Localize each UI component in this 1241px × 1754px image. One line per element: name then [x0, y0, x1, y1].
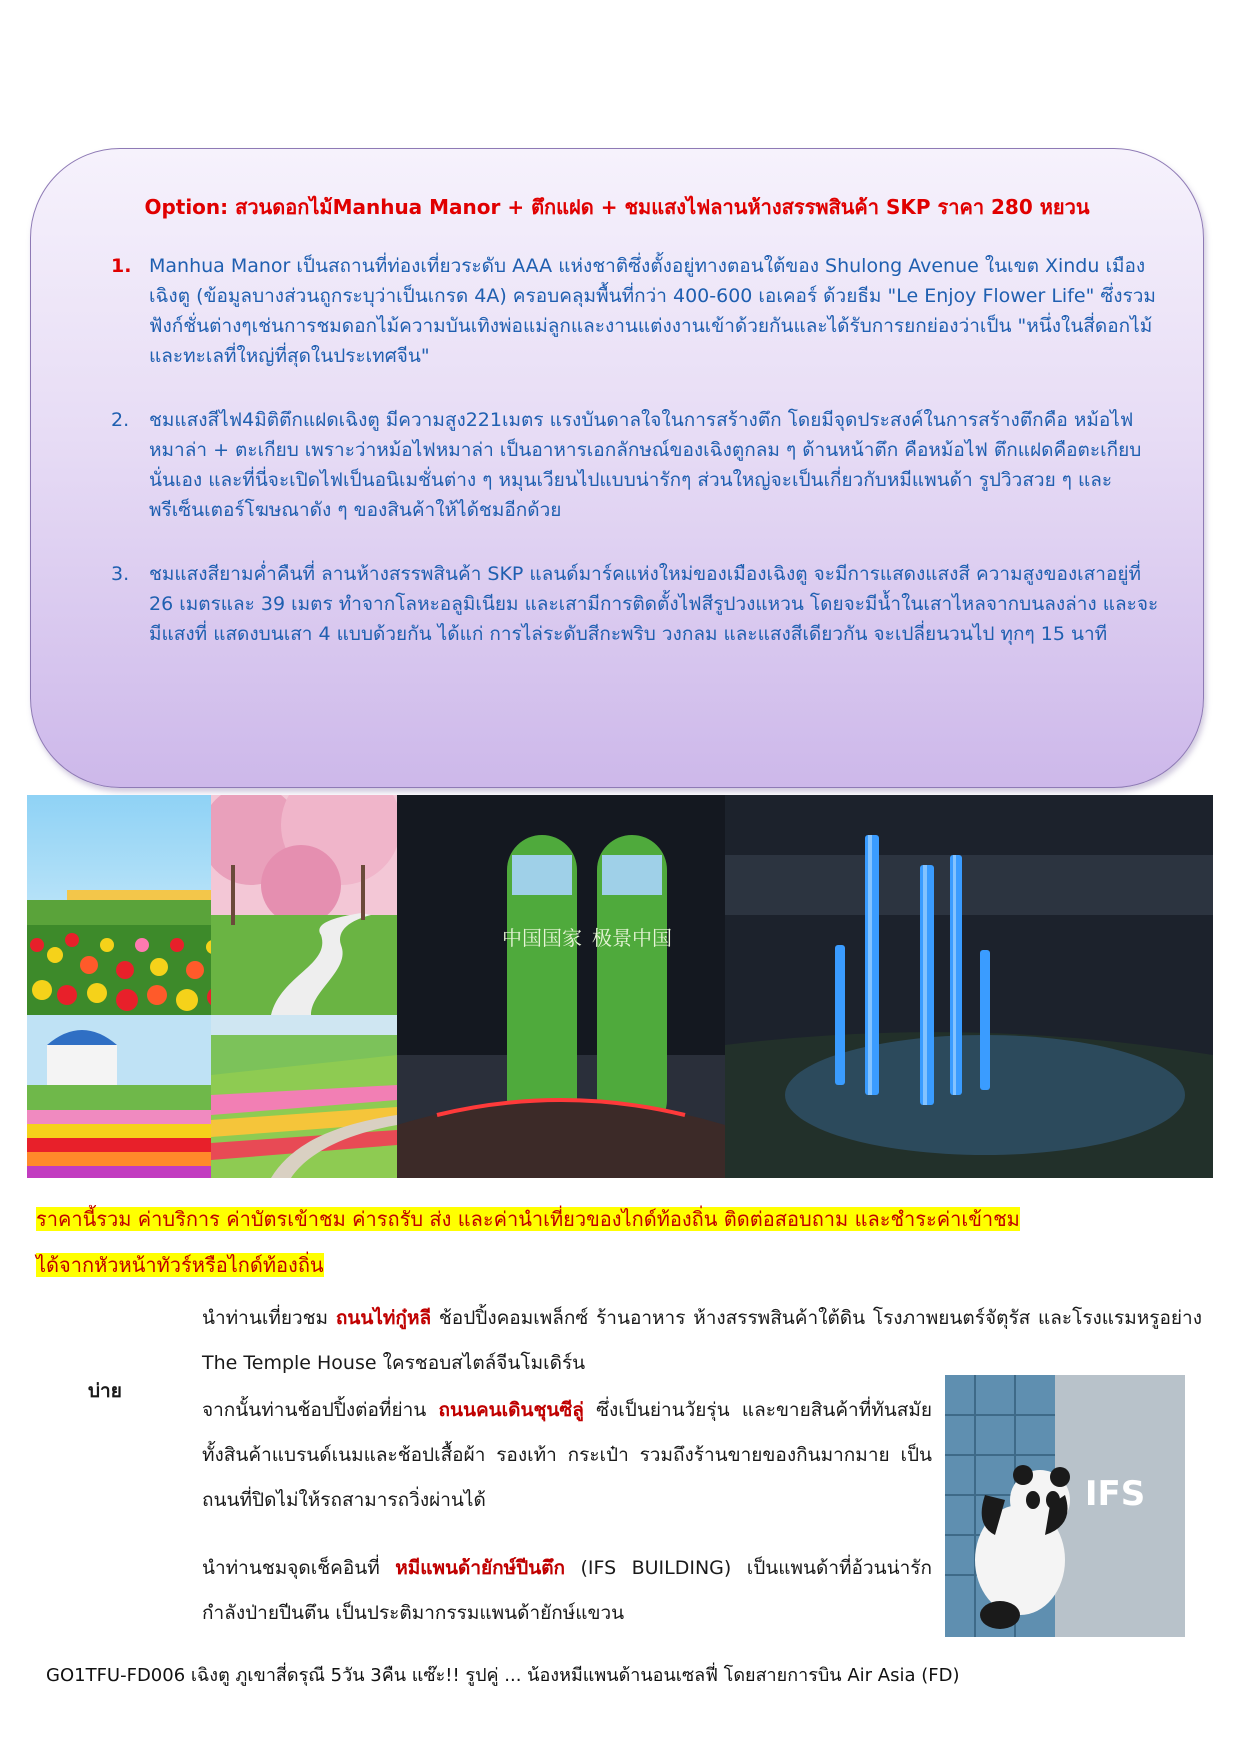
option-item-number: 3.	[111, 563, 130, 585]
itinerary-text: ซึ่งเป็นย่านวัยรุ่น และขายสินค้าที่ทันสมัย ทั้งสินค้าแบรนด์เนมและช้อปเสื้อผ้า รองเท้า กระเป๋า รวมถึงร้านขายของกินมากมาย เป็นถนนที่ปิดไม่ให้รถสามารถวิ่งผ่านได้	[202, 1399, 932, 1511]
itinerary-text: นำท่านเที่ยวชม	[202, 1307, 336, 1329]
period-label: บ่าย	[88, 1380, 122, 1402]
flower-garden-church-photo	[27, 1015, 211, 1178]
option-item-number: 1.	[111, 255, 132, 277]
option-box	[30, 148, 1204, 788]
itinerary-paragraph-2	[202, 1388, 932, 1523]
option-item-text: Manhua Manor เป็นสถานที่ท่องเที่ยวระดับ AAA แห่งชาติซึ่งตั้งอยู่ทางตอนใต้ของ Shulong Avenue ในเขต Xindu เมืองเฉิงตู (ข้อมูลบางส่วนถูกระบุว่าเป็นเกรด 4A) ครอบคลุมพื้นที่กว่า 400-600 เอเคอร์ ด้วยธีม "Le Enjoy Flower Life" ซึ่งรวมฟังก์ชั่นต่างๆเช่นการชมดอกไม้ความบันเทิงพ่อแม่ลูกและงานแต่งงานเข้าด้วยกันและได้รับการยกย่องว่าเป็น "หนึ่งในสี่ดอกไม้และทะเลที่ใหญ่ที่สุดในประเทศจีน"	[149, 255, 1156, 367]
photo-collage	[27, 795, 1213, 1178]
option-item-2	[111, 405, 1163, 525]
option-item-text: ชมแสงสียามค่ำคืนที่ ลานห้างสรรพสินค้า SKP แลนด์มาร์คแห่งใหม่ของเมืองเฉิงตู จะมีการแสดงแสงสี ความสูงของเสาอยู่ที่ 26 เมตรและ 39 เมตร ทำจากโลหะอลูมิเนียม และเสามีการติดตั้งไฟสีรูปวงแหวน โดยจะมีน้ำในเสาไหลจากบนลงล่าง และจะมีแสงที่ แสดงบนเสา 4 แบบด้วยกัน ได้แก่ การไล่ระดับสีกะพริบ วงกลม และแสงสีเดียวกัน จะเปลี่ยนวนไป ทุกๆ 15 นาที	[149, 563, 1159, 645]
option-title: Option: สวนดอกไม้Manhua Manor + ตึกแฝด + ชมแสงไฟลานห้างสรรพสินค้า SKP ราคา 280 หยวน	[144, 195, 1090, 219]
itinerary-text: นำท่านชมจุดเช็คอินที่	[202, 1557, 396, 1579]
twin-tower-left-text: 中国国家	[502, 926, 582, 950]
skp-light-columns-photo	[725, 795, 1213, 1178]
itinerary-text: จากนั้นท่านช้อปปิ้งต่อที่ย่าน	[202, 1399, 439, 1421]
highlight-place: หมีแพนด้ายักษ์ปีนตึก	[395, 1557, 566, 1579]
itinerary-text: (IFS BUILDING) เป็นแพนด้าที่อ้วนน่ารักกำลังป่ายปีนตึน เป็นประติมากรรมแพนด้ายักษ์แขวน	[202, 1557, 932, 1624]
option-item-1	[111, 251, 1163, 371]
price-note-line1: ราคานี้รวม ค่าบริการ ค่าบัตรเข้าชม ค่ารถรับ ส่ง และค่านำเที่ยวของไกด์ท้องถิ่น ติดต่อสอบถาม และชำระค่าเข้าชม	[36, 1207, 1020, 1231]
option-item-number: 2.	[111, 409, 130, 431]
hillside-garden-photo	[211, 1015, 397, 1178]
twin-tower-right-text: 极景中国	[592, 926, 672, 950]
twin-towers-night-photo	[397, 795, 725, 1178]
ifs-sign-text: IFS	[1084, 1474, 1146, 1514]
itinerary-text: ช้อปปิ้งคอมเพล็กซ์ ร้านอาหาร ห้างสรรพสินค้าใต้ดิน โรงภาพยนตร์จัตุรัส และโรงแรมหรูอย่าง The Temple House ใครชอบสไตล์จีนโมเดิร์น	[202, 1307, 1203, 1374]
option-list	[111, 251, 1163, 683]
page-footer: GO1TFU-FD006 เฉิงตู ภูเขาสี่ดรุณี 5วัน 3คืน แซ๊ะ!! รูปคู่ ... น้องหมีแพนด้านอนเซลฟี่ โดยสายการบิน Air Asia (FD)	[46, 1665, 960, 1686]
itinerary-paragraph-3	[202, 1546, 932, 1636]
cherry-blossom-path-photo	[211, 795, 397, 1015]
highlight-place: ถนนไท่กู๋หลี	[335, 1307, 432, 1329]
price-note	[36, 1196, 1206, 1288]
ifs-panda-photo	[945, 1375, 1185, 1637]
itinerary-paragraph-1	[202, 1296, 1202, 1386]
price-note-line2: ได้จากหัวหน้าทัวร์หรือไกด์ท้องถิ่น	[36, 1253, 324, 1277]
tulip-field-photo	[27, 795, 235, 1015]
option-item-text: ชมแสงสีไฟ4มิติตึกแฝดเฉิงตู มีความสูง221เมตร แรงบันดาลใจในการสร้างตึก โดยมีจุดประสงค์ในการสร้างตึกคือ หม้อไฟหมาล่า + ตะเกียบ เพราะว่าหม้อไฟหมาล่า เป็นอาหารเอกลักษณ์ของเฉิงตูกลม ๆ ด้านหน้าตึก คือหม้อไฟ ตึกแฝดคือตะเกียบนั่นเอง และที่นี่จะเปิดไฟเป็นอนิเมชั่นต่าง ๆ หมุนเวียนไปแบบน่ารักๆ ส่วนใหญ่จะเป็นเกี่ยวกับหมีแพนด้า รูปวิวสวย ๆ และพรีเซ็นเตอร์โฆษณาดัง ๆ ของสินค้าให้ได้ชมอีกด้วย	[149, 409, 1142, 521]
option-item-3	[111, 559, 1163, 649]
highlight-place: ถนนคนเดินชุนซีลู่	[438, 1399, 584, 1421]
